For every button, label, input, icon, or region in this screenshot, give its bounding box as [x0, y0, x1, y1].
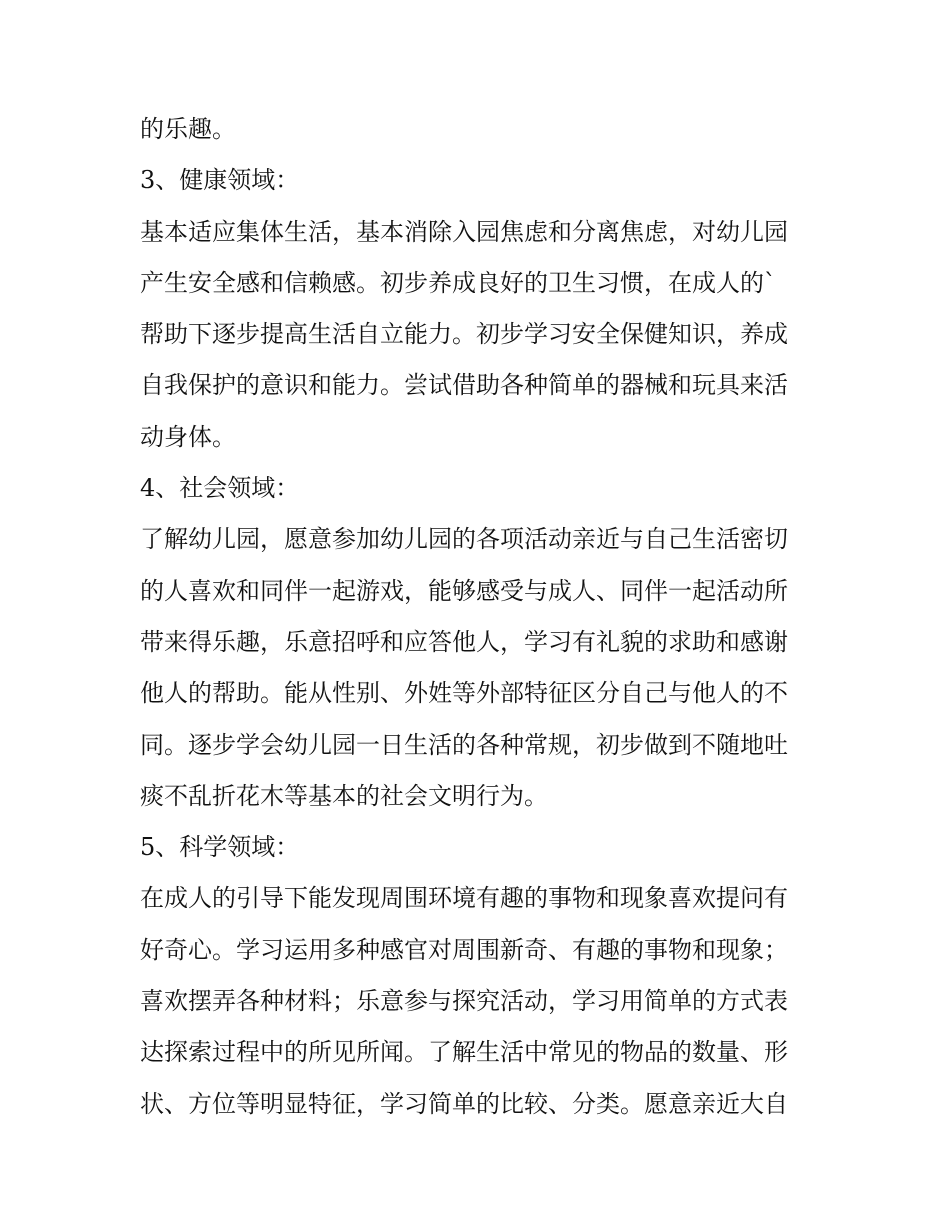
- text-line: 产生安全感和信赖感。初步养成良好的卫生习惯，在成人的`: [140, 268, 776, 297]
- document-body: [140, 104, 820, 1130]
- section-heading-science: 5、科学领域：: [140, 833, 300, 862]
- text-line: 同。逐步学会幼儿园一日生活的各种常规，初步做到不随地吐: [140, 730, 788, 759]
- text-line: 好奇心。学习运用多种感官对周围新奇、有趣的事物和现象；: [140, 935, 788, 964]
- text-line: 动身体。: [140, 422, 236, 451]
- text-line-continuation: 的乐趣。: [140, 115, 236, 143]
- text-line: 在成人的引导下能发现周围环境有趣的事物和现象喜欢提问有: [140, 884, 788, 913]
- text-line: 的人喜欢和同伴一起游戏，能够感受与成人、同伴一起活动所: [140, 576, 788, 605]
- text-line: 基本适应集体生活，基本消除入园焦虑和分离焦虑，对幼儿园: [140, 217, 788, 246]
- text-line: 带来得乐趣，乐意招呼和应答他人，学习有礼貌的求助和感谢: [140, 627, 788, 656]
- text-line: 自我保护的意识和能力。尝试借助各种简单的器械和玩具来活: [140, 371, 788, 400]
- text-line: 帮助下逐步提高生活自立能力。初步学习安全保健知识，养成: [140, 320, 788, 349]
- section-heading-social: 4、社会领域：: [140, 474, 300, 503]
- text-line: 喜欢摆弄各种材料；乐意参与探究活动，学习用简单的方式表: [140, 987, 788, 1016]
- text-line: 达探索过程中的所见所闻。了解生活中常见的物品的数量、形: [140, 1038, 788, 1067]
- section-heading-health: 3、健康领域：: [140, 166, 300, 195]
- text-line: 了解幼儿园，愿意参加幼儿园的各项活动亲近与自己生活密切: [140, 525, 788, 554]
- text-line: 痰不乱折花木等基本的社会文明行为。: [140, 781, 548, 810]
- text-line: 状、方位等明显特征，学习简单的比较、分类。愿意亲近大自: [140, 1089, 788, 1118]
- text-line: 他人的帮助。能从性别、外姓等外部特征区分自己与他人的不: [140, 679, 788, 708]
